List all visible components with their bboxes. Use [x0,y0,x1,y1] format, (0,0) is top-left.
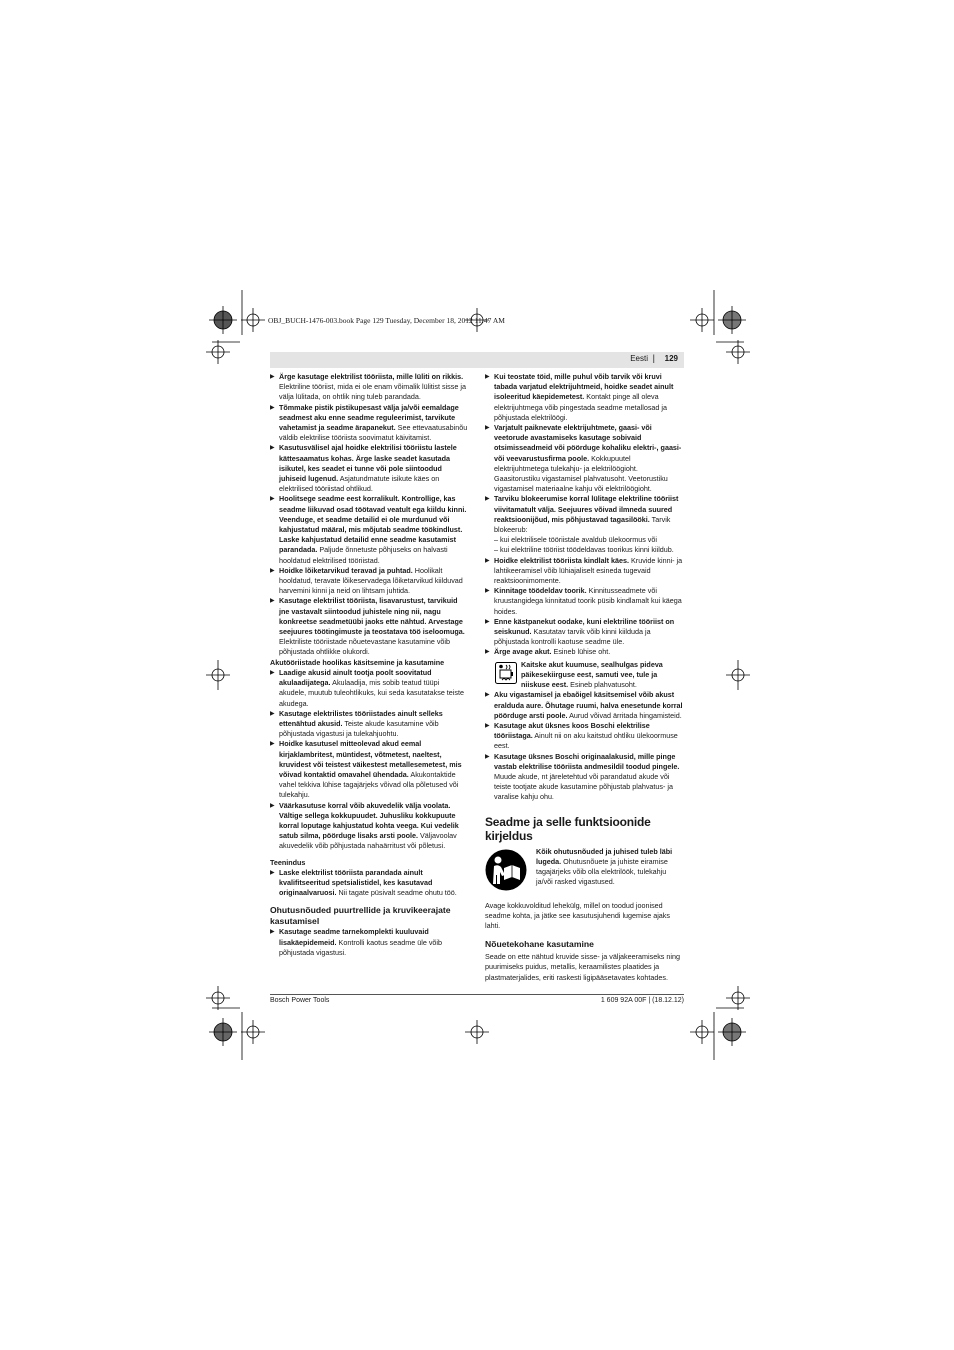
bullet-icon: ▶ [485,425,490,432]
list-item: ▶ Hoolitsege seadme eest korralikult. Kontrollige, kas seadme liikuvad osad töötavad veatult ega kiildu kinni. Veenduge, et seadme detailid ei ole murdunud või kahjustatud määral, mis mõjutab seadme töökindlust. Laske kahjustatud detailid enne seadme kasutamist parandada. Paljude õnnetuste põhjuseks on halvasti hooldatud elektrilised tööriistad. [270,494,467,565]
file-header: OBJ_BUCH-1476-003.book Page 129 Tuesday, December 18, 2012 11:47 AM [268,316,505,325]
list-item: ▶ Laadige akusid ainult tootja poolt soovitatud akulaadijatega. Akulaadija, mis sobib teatud tüüpi akudele, muutub tuleohtlikuks, kui seda kasutatakse teiste akudega. [270,667,464,708]
bullet-icon: ▶ [270,598,275,605]
bullet-icon: ▶ [485,722,490,729]
bullet-icon: ▶ [270,404,275,411]
section-heading-intended-use: Nõuetekohane kasutamine [485,939,594,950]
list-item: ▶ Hoidke lõiketarvikud teravad ja puhtad. Hoolikalt hooldatud, teravate lõikeservadega lõiketarvikud kiilduvad harvemini kinni ja neid on lihtsam juhtida. [270,565,463,596]
list-item: ▶ Aku vigastamisel ja ebaõigel käsitsemisel võib akust eralduda aure. Õhutage ruumi, halva enesetunde korral pöörduge arsti poole. Aurud võivad ärritada hingamisteid. [485,690,683,720]
intended-use-paragraph: Seade on ette nähtud kruvide sisse- ja väljakeeramiseks ning puurimiseks puidus, metallis, keraamilistes plaatides ja plastmaterjalides, eriti raskesti ligipääsetavates kohtades. [485,952,680,982]
dash-item: – kui elektriline tööriist töödeldavas toorikus kinni kiildub. [494,545,674,555]
subhead-service: Teenindus [270,857,306,867]
list-item: ▶ Väärkasutuse korral võib akuvedelik välja voolata. Vältige sellega kokkupuudet. Juhusliku kokkupuute korral loputage kahjustatud kohta veega. Kui vedelik satub silma, pöörduge lisaks arsti poole. Väljavoolav akuvedelik võib põhjustada nahaärritust või põletusi. [270,800,459,851]
bullet-icon: ▶ [485,374,490,380]
bullet-icon: ▶ [485,649,490,656]
bullet-icon: ▶ [270,741,275,748]
section-heading-description: Seadme ja selle funktsioonide kirjeldus [485,814,651,843]
right-column [485,372,683,983]
header-separator: | [652,353,655,363]
bullet-icon: ▶ [485,753,490,760]
list-item: ▶ Kasutage elektrilist tööriista, lisavarustust, tarvikuid jne vastavalt siintoodud juhistele ning nii, nagu konkreetse seadmetüübi jaoks ette nähtud. Arvestage seejuures töötingimuste ja teostatava töö iseloomuga. Elektriliste tööriistade nõuetevastane kasutamine võib põhjustada ohtlikke olukordi. [270,596,465,657]
bullet-icon: ▶ [270,869,275,876]
list-item: ▶ Ärge avage akut. Esineb lühise oht. [485,647,611,657]
subhead-battery: Akutööriistade hoolikas käsitsemine ja kasutamine [270,657,445,667]
footer-left: Bosch Power Tools [270,997,330,1004]
list-item: ▶ Kasutage üksnes Boschi originaalakusid, mille pinge vastab elektrilise tööriista andmesildil toodud pingele. Muude akude, nt järeletehtud või parandatud akude või teiste tootjate akude kasutamine põhjustab plahvatus- ja varalise kahju ohu. [485,751,680,802]
list-item: ▶ Kasutage akut üksnes koos Boschi elektrilise tööriistaga. Ainult nii on aku kaitstud ohtliku ülekoormuse eest. [485,720,678,751]
section-heading-safety: Ohutusnõuded puurtrellide ja kruvikeerajate kasutamisel [270,905,451,927]
list-item: ▶ Ärge kasutage elektrilist tööriista, mille lüliti on rikkis. Elektriline tööriist, mida ei ole enam võimalik lülitist sisse ja välja lülitada, on ohtlik ning tuleb parandada. [270,372,466,402]
list-item: ▶ Kui teostate töid, mille puhul võib tarvik või kruvi tabada varjatud elektrijuhtmeid, hoidke seadet ainult isoleeritud käepidemetest. Kontakt pinge all oleva elektrijuhtmega võib pingestada seadme metallosad ja põhjustada elektrilöögi. [485,372,674,422]
read-manual-note: Kõik ohutusnõuded ja juhised tuleb läbi lugeda. Ohutusnõuete ja juhiste eiramise tagajärjeks võib olla elektrilöök, tulekahju ja/või rasked vigastused. [485,847,683,891]
dash-item: – kui elektrilisele tööriistale avaldub ülekoormus või [494,535,657,545]
list-item: ▶ Kasutusvälisel ajal hoidke elektrilisi tööriistu lastele kättesaamatus kohas. Ärge laske seadet kasutada isikutel, kes seadet ei tunne või pole siintoodud juhiseid lugenud. Asjatundmatute isikute käes on elektrilised tööriistad ohtlikud. [270,443,457,494]
battery-heat-warning-icon [495,662,517,684]
list-item: ▶ Kasutage seadme tarnekomplekti kuuluvaid lisakäepidemeid. Kontrolli kaotus seadme üle võib põhjustada vigastusi. [270,927,443,957]
page-number: 129 [664,354,678,363]
bullet-icon: ▶ [270,567,275,574]
list-item: ▶ Hoidke elektrilist tööriista kindlalt käes. Kruvide kinni- ja lahtikeeramisel võib lühiajaliselt esineda tugevaid reaktsioonimomente. [485,555,683,586]
list-item: ▶ Hoidke kasutusel mitteolevad akud eemal kirjaklambritest, müntidest, võtmetest, naeltest, kruvidest või teistest väikestest metallesemetest, mis võivad kontaktid omavahel ühendada. Akukontaktide vahel tekkiva lühise tagajärjeks võivad olla põletused või tulekahju. [270,739,462,800]
bullet-icon: ▶ [485,496,490,503]
heat-warning-note: Kaitske akut kuumuse, sealhulgas pideva päikesekiirguse eest, samuti vee, tule ja niiskuse eest. Esineb plahvatusoht. [485,660,683,691]
read-manual-icon [485,849,527,891]
list-item: ▶ Tõmmake pistik pistikupesast välja ja/või eemaldage seadmest aku enne seadme reguleerimist, tarvikute vahetamist ja seadme ärapanekut. See ettevaatusabinõu väldib elektrilise tööriista soovimatut käivitamist. [270,402,468,443]
list-item: ▶ Laske elektrilist tööriista parandada ainult kvalifitseeritud spetsialistidel, kes kasutavad originaalvaruosi. Nii tagate püsivalt seadme ohutu töö. [270,867,457,898]
left-column [270,372,468,958]
page-header [270,352,684,368]
list-item: ▶ Enne kästpanekut oodake, kuni elektriline tööriist on seiskunud. Kasutatav tarvik võib kinni kiilduda ja põhjustada kontrolli kaotuse seadme üle. [485,616,675,647]
bullet-icon: ▶ [270,374,275,380]
bullet-icon: ▶ [270,710,275,717]
bullet-icon: ▶ [270,929,275,936]
page-footer [270,994,684,1004]
fold-out-paragraph: Avage kokkuvolditud lehekülg, millel on toodud joonised seadme kohta, ja jätke see kasutusjuhendi lugemise ajaks lahti. [485,900,670,930]
list-item: ▶ Tarviku blokeerumise korral lülitage elektriline tööriist viivitamatult välja. Seejuures võivad ilmneda suured reaktsioonijõud, mis põhjustavad tagasilööki. Tarvik blokeerub: [485,494,679,535]
list-item: ▶ Kinnitage töödeldav toorik. Kinnitusseadmete või kruustangidega kinnitatud toorik püsib kindlamalt kui käega hoides. [485,586,682,616]
footer-right: 1 609 92A 00F | (18.12.12) [600,997,684,1004]
bullet-icon: ▶ [270,445,275,452]
bullet-icon: ▶ [270,802,275,809]
bullet-icon: ▶ [270,496,275,503]
bullet-icon: ▶ [485,557,490,564]
bullet-icon: ▶ [485,588,490,595]
bullet-icon: ▶ [270,669,275,676]
list-item: ▶ Varjatult paiknevate elektrijuhtmete, gaasi- või veetorude avastamiseks kasutage sobivaid otsimisseadmeid või pöörduge kohaliku elektri-, gaasi- või veevarustusfirma poole. Kokkupuutel elektrijuhtmetega tulekahju- ja elektrilöögioht. Gaasitorustiku vigastamisel plahvatusoht. Veetorustiku vigastamisel materiaalne kahju või elektrilöögioht. [485,423,682,494]
bullet-icon: ▶ [485,618,490,625]
list-item: ▶ Kasutage elektrilistes tööriistades ainult selleks ettenähtud akusid. Teiste akude kasutamine võib põhjustada vigastusi ja tulekahjuohtu. [270,708,443,739]
bullet-icon: ▶ [485,692,490,699]
header-language: Eesti [630,354,648,363]
